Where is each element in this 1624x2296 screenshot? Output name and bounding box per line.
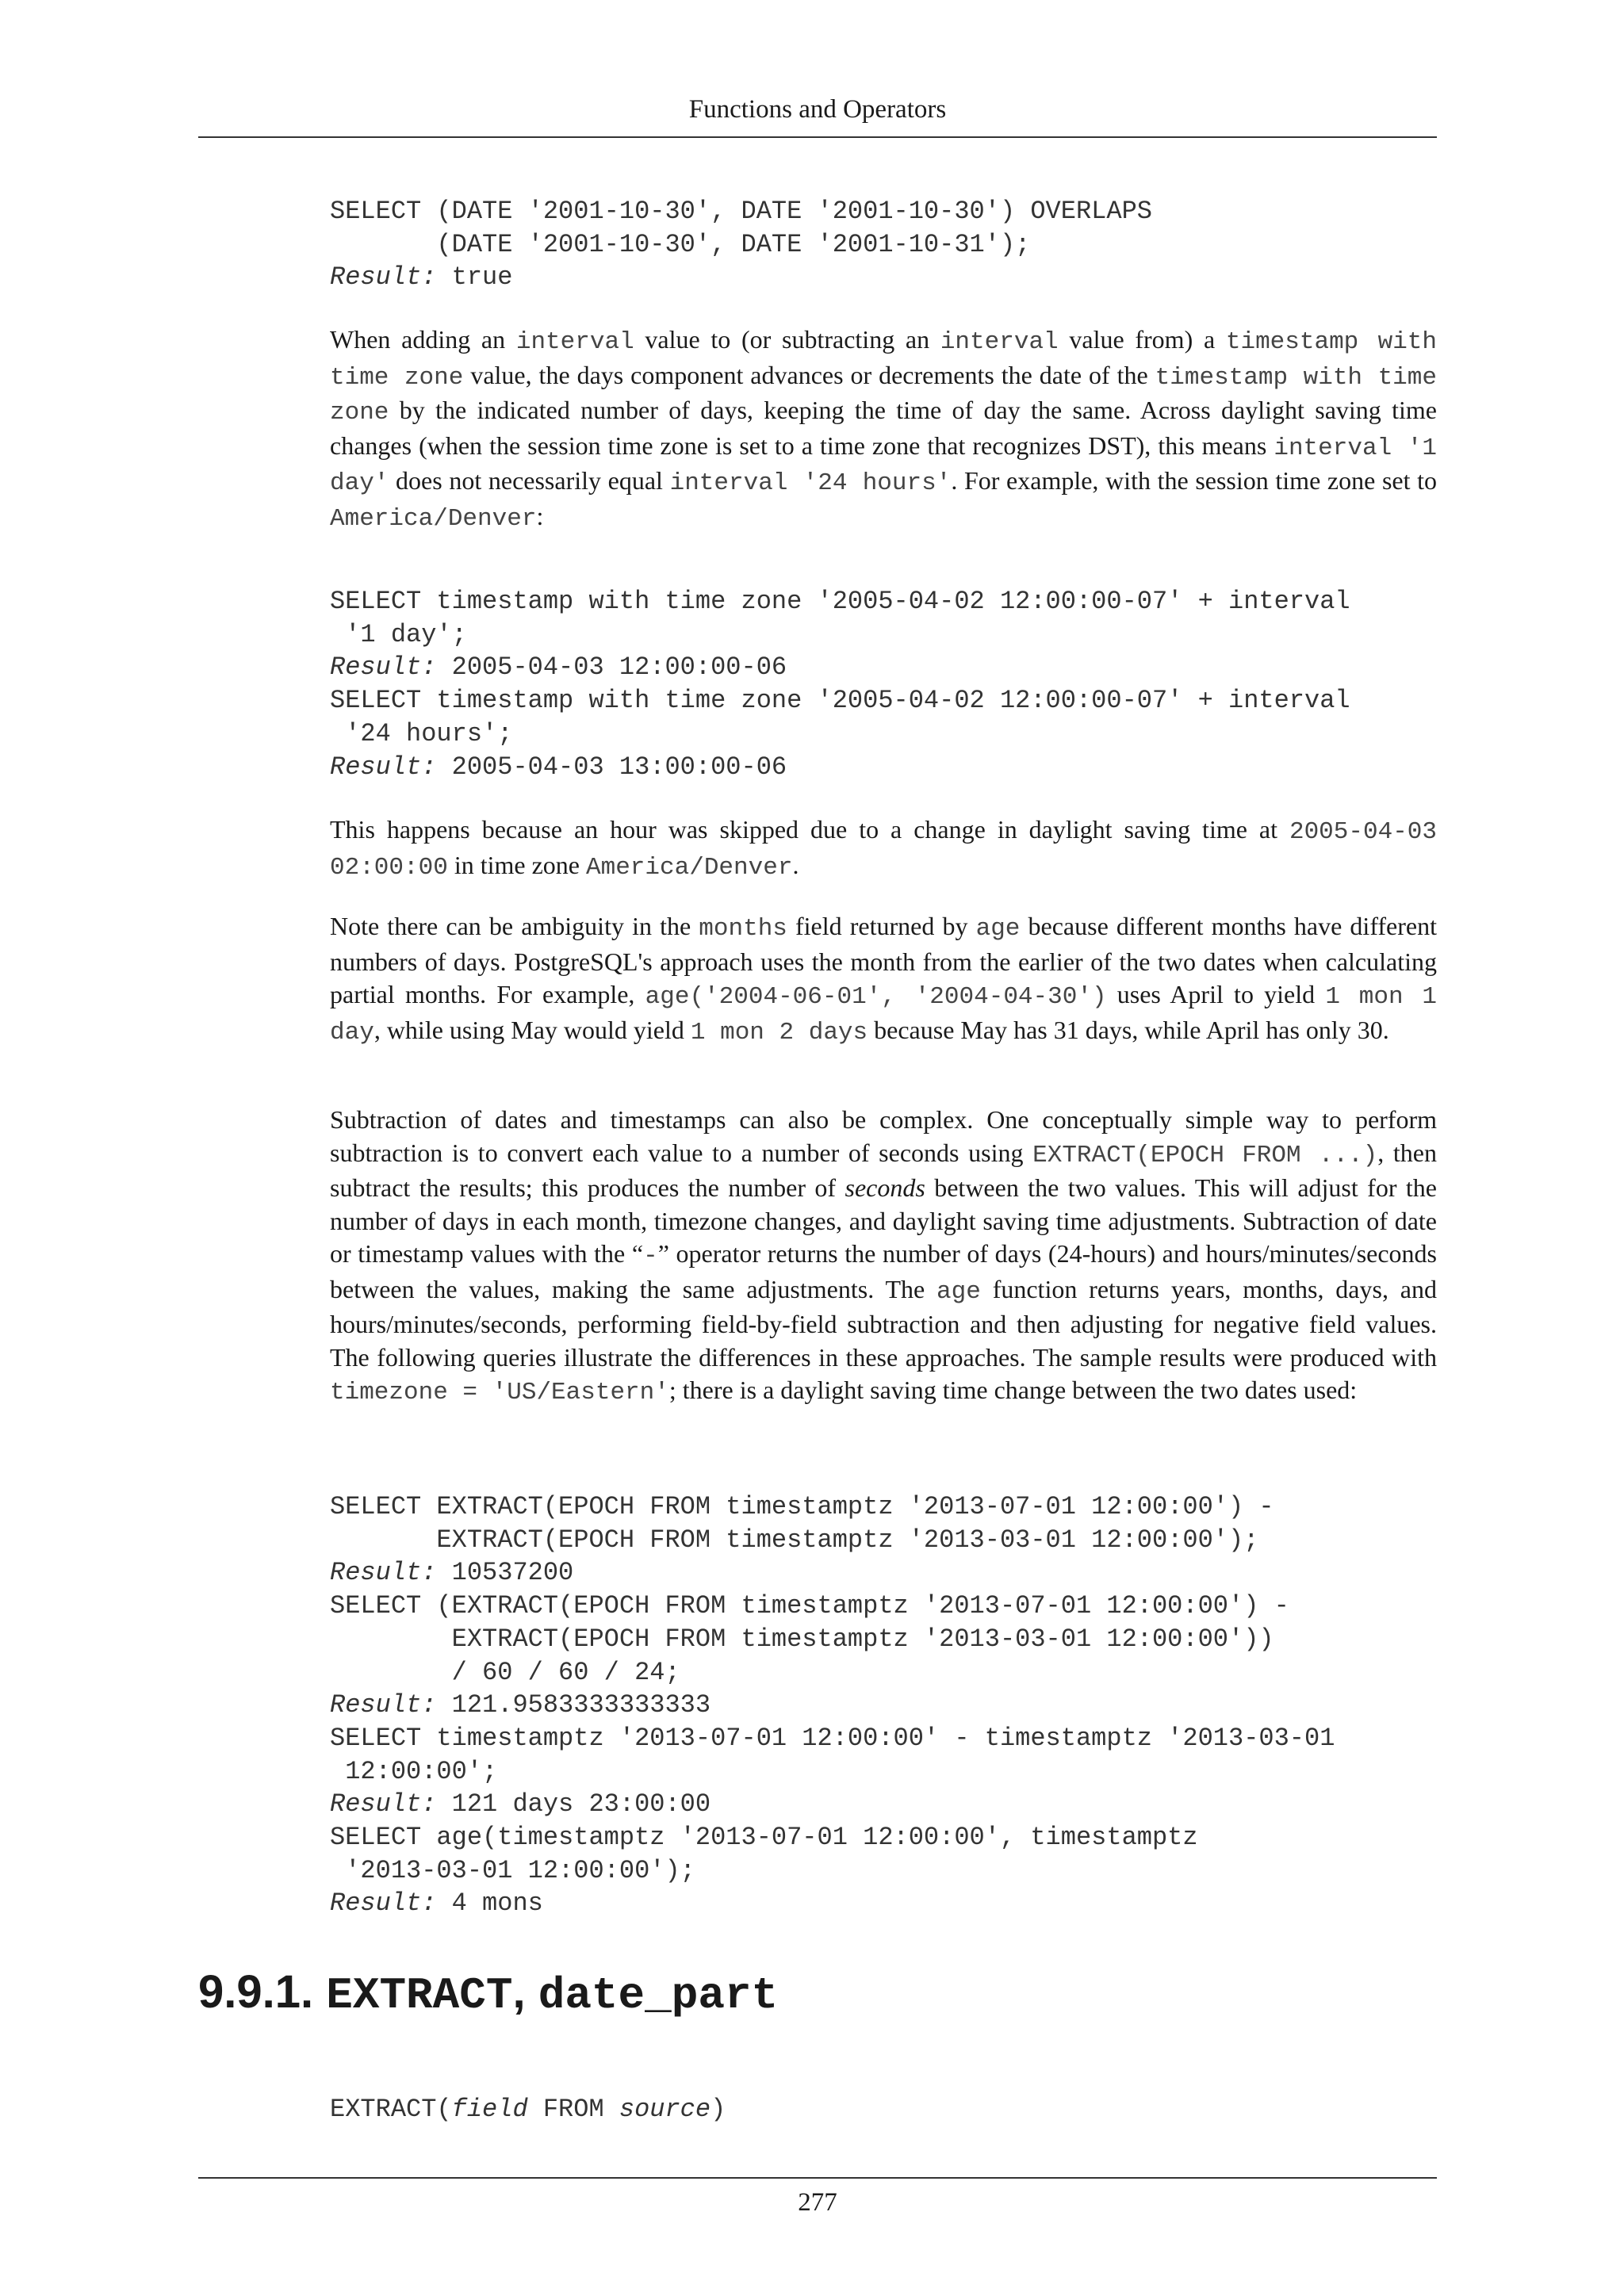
paragraph-text bbox=[330, 323, 1437, 535]
synopsis bbox=[330, 2093, 1456, 2126]
text-run: , while using May would yield bbox=[373, 1015, 691, 1044]
result-value: 4 mons bbox=[436, 1888, 543, 1919]
result-value: 10537200 bbox=[436, 1558, 574, 1588]
code-line: EXTRACT(EPOCH FROM timestamptz '2013-03-01 12:00:00')) bbox=[330, 1624, 1274, 1654]
result-value: 2005-04-03 12:00:00-06 bbox=[436, 652, 787, 683]
code-line: 12:00:00'; bbox=[330, 1756, 498, 1786]
inline-code: interval '24 hours' bbox=[669, 469, 952, 497]
text-run: , then subtract the results; this produces the number of bbox=[330, 1138, 1438, 1202]
inline-code: 1 mon 1 day bbox=[330, 983, 1437, 1047]
inline-code: age bbox=[936, 1277, 981, 1306]
text-run: : bbox=[536, 501, 544, 530]
result-value: 2005-04-03 13:00:00-06 bbox=[436, 752, 787, 782]
inline-code: age bbox=[975, 915, 1021, 943]
synopsis-param: source bbox=[619, 2095, 711, 2124]
result-label: Result: bbox=[330, 652, 437, 683]
inline-code: timezone = 'US/Eastern' bbox=[330, 1379, 669, 1406]
code-line: SELECT timestamptz '2013-07-01 12:00:00' - timestamptz '2013-03-01 bbox=[330, 1723, 1335, 1753]
result-label: Result: bbox=[330, 752, 437, 782]
paragraph-interval-dst bbox=[330, 323, 1437, 535]
inline-code: interval '1 day' bbox=[330, 434, 1437, 497]
code-line: / 60 / 60 / 24; bbox=[330, 1657, 680, 1687]
section-separator: , bbox=[512, 1966, 538, 2018]
paragraph-age-ambiguity bbox=[330, 910, 1437, 1049]
code-line: SELECT timestamp with time zone '2005-04-02 12:00:00-07' + interval bbox=[330, 587, 1350, 616]
text-run: by the indicated number of days, keeping the time of day the same. Across daylight saving time changes (when the session time zone is set to a time zone that recognizes DST), this means bbox=[330, 396, 1437, 460]
text-run: ” operator returns the number of days (24-hours) and hours/minutes/seconds between the values, making the same adjustments. The bbox=[330, 1239, 1438, 1303]
text-run: value from) a bbox=[1058, 325, 1226, 354]
code-line: EXTRACT(EPOCH FROM timestamptz '2013-03-01 12:00:00'); bbox=[330, 1525, 1259, 1555]
code-line: SELECT EXTRACT(EPOCH FROM timestamptz '2013-07-01 12:00:00') - bbox=[330, 1492, 1274, 1521]
result-label: Result: bbox=[330, 1888, 437, 1919]
text-run: because May has 31 days, while April has only 30. bbox=[868, 1015, 1389, 1044]
result-label: Result: bbox=[330, 262, 437, 293]
paragraph-text bbox=[330, 1104, 1437, 1410]
result-label: Result: bbox=[330, 1690, 437, 1720]
inline-code: America/Denver bbox=[586, 853, 793, 882]
text-run: . For example, with the session time zone set to bbox=[951, 466, 1438, 495]
text-run: function returns years, months, days, and hours/minutes/seconds, performing field-by-field subtraction and then adjusting for negative field values. The following queries illustrate the differences in these approaches. The sample results were produced with bbox=[330, 1274, 1438, 1372]
code-line: SELECT (DATE '2001-10-30', DATE '2001-10-30') OVERLAPS bbox=[330, 197, 1152, 226]
synopsis-text: FROM bbox=[527, 2095, 619, 2124]
text-run: because different months have different numbers of days. PostgreSQL's approach uses the month from the earlier of the two dates when calculating partial months. For example, bbox=[330, 912, 1438, 1008]
running-header: Functions and Operators bbox=[688, 95, 947, 124]
inline-code: EXTRACT(EPOCH FROM ...) bbox=[1032, 1141, 1378, 1169]
paragraph-hour-skipped bbox=[330, 813, 1437, 884]
inline-code: 1 mon 2 days bbox=[690, 1018, 868, 1047]
inline-code: America/Denver bbox=[330, 504, 537, 533]
text-run: Note there can be ambiguity in the bbox=[330, 912, 699, 940]
paragraph-text bbox=[330, 813, 1437, 884]
inline-code: months bbox=[699, 915, 787, 943]
emphasis: seconds bbox=[845, 1173, 925, 1202]
code-line: SELECT age(timestamptz '2013-07-01 12:00:00', timestamptz bbox=[330, 1823, 1198, 1853]
result-label: Result: bbox=[330, 1558, 437, 1588]
section-heading bbox=[198, 1965, 778, 2023]
inline-code: age('2004-06-01', '2004-04-30') bbox=[645, 983, 1107, 1011]
inline-code: - bbox=[643, 1242, 658, 1270]
inline-code: 2005-04-03 02:00:00 bbox=[330, 818, 1437, 882]
result-label: Result: bbox=[330, 1789, 437, 1820]
code-line: '1 day'; bbox=[330, 619, 467, 649]
section-number: 9.9.1. bbox=[198, 1966, 327, 2018]
text-run: . bbox=[792, 850, 799, 879]
result-value: 121.9583333333333 bbox=[436, 1690, 711, 1720]
result-value: true bbox=[436, 262, 513, 293]
code-line: '24 hours'; bbox=[330, 718, 513, 748]
paragraph-text bbox=[330, 910, 1437, 1049]
inline-code: interval bbox=[940, 328, 1059, 356]
text-run: field returned by bbox=[787, 912, 976, 940]
text-run: does not necessarily equal bbox=[389, 466, 670, 495]
code-line: '2013-03-01 12:00:00'); bbox=[330, 1855, 695, 1885]
code-line: SELECT timestamp with time zone '2005-04-02 12:00:00-07' + interval bbox=[330, 686, 1350, 716]
synopsis-param: field bbox=[451, 2095, 528, 2124]
inline-code: timestamp with time zone bbox=[330, 328, 1438, 392]
text-run: Subtraction of dates and timestamps can also be complex. One conceptually simple way to perform subtraction is to convert each value to a number of seconds using bbox=[330, 1105, 1437, 1167]
synopsis-text: ) bbox=[710, 2095, 726, 2124]
section-name-extract: EXTRACT bbox=[326, 1970, 513, 2021]
text-run: When adding an bbox=[330, 325, 516, 354]
text-run: between the two values. This will adjust for the number of days in each month, timezone changes, and daylight saving time adjustments. Subtraction of date or timestamp values with the “ bbox=[330, 1173, 1438, 1268]
section-name-date-part: date_part bbox=[538, 1970, 779, 2021]
synopsis-text: EXTRACT( bbox=[330, 2095, 452, 2124]
page-number: 277 bbox=[798, 2188, 837, 2217]
inline-code: interval bbox=[515, 328, 634, 356]
code-line: (DATE '2001-10-30', DATE '2001-10-31'); bbox=[330, 229, 1031, 259]
paragraph-subtraction bbox=[330, 1104, 1437, 1410]
text-run: in time zone bbox=[447, 850, 586, 879]
text-run: uses April to yield bbox=[1106, 980, 1326, 1008]
text-run: This happens because an hour was skipped due to a change in daylight saving time at bbox=[330, 815, 1289, 844]
code-block-overlaps bbox=[330, 195, 1456, 294]
code-block-timestamp-interval bbox=[330, 585, 1456, 783]
code-line: SELECT (EXTRACT(EPOCH FROM timestamptz '2013-07-01 12:00:00') - bbox=[330, 1591, 1289, 1621]
header-rule bbox=[198, 136, 1437, 138]
result-value: 121 days 23:00:00 bbox=[436, 1789, 711, 1820]
text-run: value to (or subtracting an bbox=[634, 325, 940, 354]
inline-code: timestamp with time zone bbox=[330, 363, 1437, 427]
text-run: value, the days component advances or decrements the date of the bbox=[463, 360, 1155, 389]
code-block-epoch-age bbox=[330, 1490, 1456, 1920]
text-run: ; there is a daylight saving time change between the two dates used: bbox=[668, 1376, 1358, 1404]
footer-rule bbox=[198, 2177, 1437, 2179]
